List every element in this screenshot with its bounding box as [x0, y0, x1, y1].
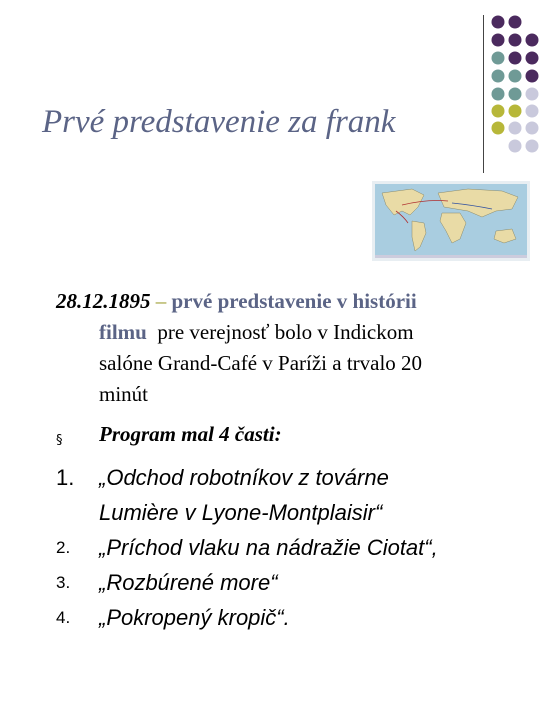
divider-line	[483, 15, 484, 173]
highlight-text-a: prvé predstavenie v histórii	[171, 289, 417, 313]
highlight-text-b: filmu	[99, 320, 147, 344]
slide-title: Prvé predstavenie za frank	[42, 104, 396, 140]
list-item-text: Lumière v Lyone-Montplaisir“	[99, 500, 383, 525]
list-number: 2.	[56, 538, 71, 557]
program-heading: Program mal 4 časti:	[99, 422, 282, 446]
list-item-text: „Príchod vlaku na nádražie Ciotat“,	[99, 535, 438, 560]
list-item	[56, 530, 546, 565]
list-item	[56, 460, 546, 530]
list-number: 4.	[56, 608, 71, 627]
dot-grid-ornament-icon	[0, 0, 553, 180]
parts-list	[56, 460, 546, 635]
rest-text-a: pre verejnosť bolo v Indickom	[146, 320, 414, 344]
list-item	[56, 565, 546, 600]
date-text: 28.12.1895	[56, 289, 151, 313]
list-number: 3.	[56, 573, 71, 592]
list-item-text: „Odchod robotníkov z továrne	[99, 465, 389, 490]
rest-text-b: salóne Grand-Café v Paríži a trvalo 20	[99, 351, 423, 375]
world-map-image	[372, 181, 530, 261]
list-item	[56, 600, 546, 635]
rest-text-c: minút	[99, 382, 149, 406]
square-bullet-icon: §	[56, 433, 63, 448]
intro-paragraph	[56, 286, 536, 410]
list-item-text: „Rozbúrené more“	[99, 570, 278, 595]
dash-text: –	[150, 289, 172, 313]
list-item-text: „Pokropený kropič“.	[99, 605, 290, 630]
list-number: 1.	[56, 465, 75, 490]
